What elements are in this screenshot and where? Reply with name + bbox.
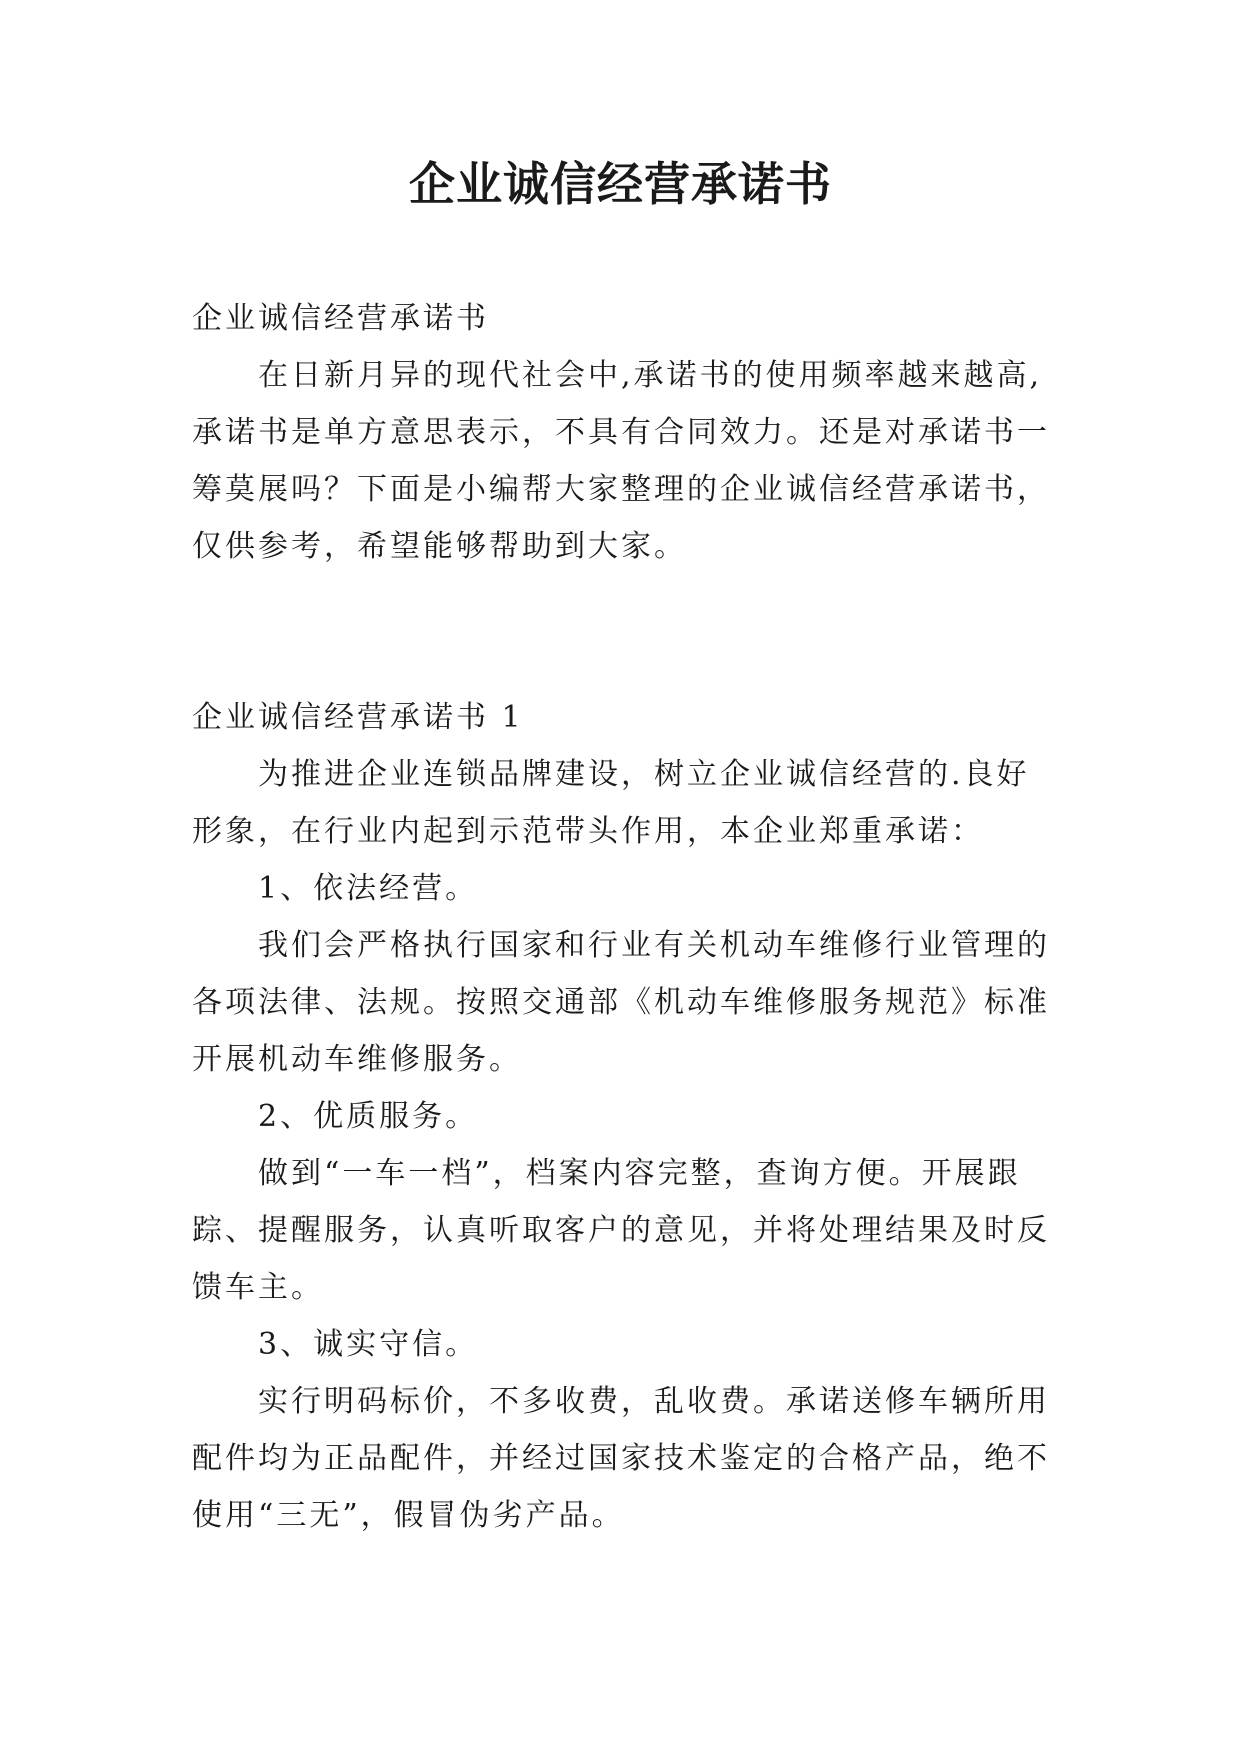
section-spacer bbox=[192, 575, 1062, 689]
document-title: 企业诚信经营承诺书 bbox=[409, 157, 832, 211]
item-paragraph: 我们会严格执行国家和行业有关机动车维修行业管理的各项法律、法规。按照交通部《机动车维修服务规范》标准开展机动车维修服务。 bbox=[192, 928, 1050, 1077]
subtitle: 企业诚信经营承诺书 bbox=[192, 301, 489, 336]
item-paragraph: 做到“一车一档”，档案内容完整，查询方便。开展跟踪、提醒服务，认真听取客户的意见，并将处理结果及时反馈车主。 bbox=[192, 1156, 1050, 1305]
item-heading: 1、依法经营。 bbox=[258, 871, 479, 906]
item-paragraph: 实行明码标价，不多收费，乱收费。承诺送修车辆所用配件均为正品配件，并经过国家技术鉴定的合格产品，绝不使用“三无”，假冒伪劣产品。 bbox=[192, 1384, 1050, 1533]
intro-paragraph: 在日新月异的现代社会中,承诺书的使用频率越来越高,承诺书是单方意思表示，不具有合同效力。还是对承诺书一筹莫展吗？下面是小编帮大家整理的企业诚信经营承诺书，仅供参考，希望能够帮助到大家。 bbox=[192, 358, 1050, 564]
section-heading: 企业诚信经营承诺书 1 bbox=[192, 700, 524, 735]
item-heading: 2、优质服务。 bbox=[258, 1099, 479, 1134]
document-body bbox=[192, 290, 1062, 1544]
section-lead-paragraph: 为推进企业连锁品牌建设，树立企业诚信经营的.良好形象，在行业内起到示范带头作用，本企业郑重承诺： bbox=[192, 757, 1030, 849]
item-heading: 3、诚实守信。 bbox=[258, 1327, 479, 1362]
